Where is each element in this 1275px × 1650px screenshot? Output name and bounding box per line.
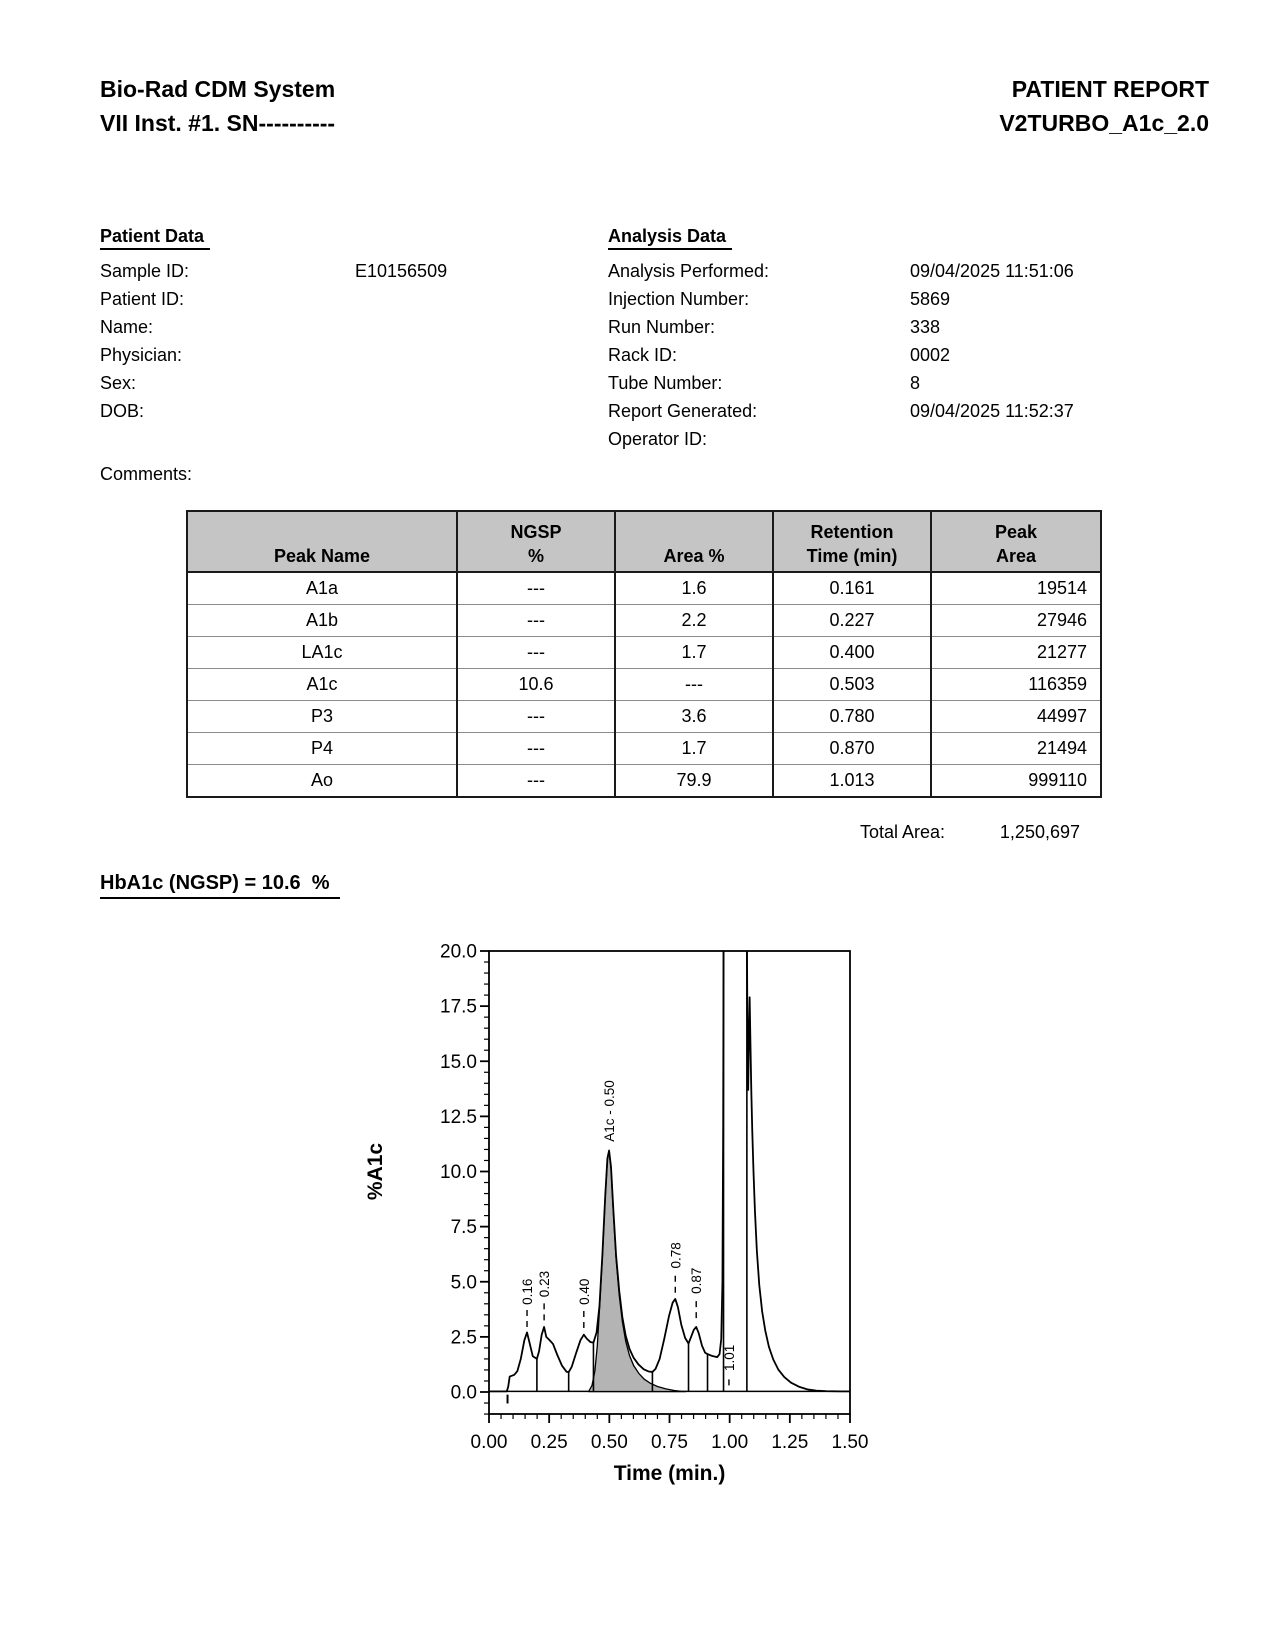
peak-table-cell: 27946 [931,605,1101,637]
y-axis-tick-label: 15.0 [440,1051,477,1073]
peak-table-row [187,572,1101,605]
info-value: 338 [910,317,941,337]
y-axis-tick-label: 10.0 [440,1162,477,1183]
peak-table-cell: --- [457,765,615,798]
info-label: Analysis Performed: [608,261,770,281]
peak-table-cell: 10.6 [457,669,615,701]
peak-retention-label: 0.78 [668,1242,684,1269]
peak-table-row [187,637,1101,669]
peak-table-cell: 3.6 [615,701,773,733]
x-axis-tick-label: 0.50 [590,1432,628,1453]
peak-table-row [187,701,1101,733]
y-axis-tick-label: 20.0 [440,941,477,963]
info-value: 5869 [910,289,951,309]
patient-data-section [100,226,447,425]
report-header-right [999,72,1209,140]
method-version: V2TURBO_A1c_2.0 [999,110,1209,136]
analysis-data-row [608,257,1074,285]
patient-data-row [100,369,447,397]
x-axis-tick-label: 0.00 [470,1432,508,1453]
patient-data-row [100,257,447,285]
info-label: Patient ID: [100,289,185,309]
peak-table-header-cell: Peak Area [931,511,1101,572]
chromatogram-chart [330,870,900,1520]
peak-table-cell: 0.400 [773,637,931,669]
peak-table-header-cell: Peak Name [187,511,457,572]
peak-table-cell: --- [615,669,773,701]
info-value: 09/04/2025 11:51:06 [910,261,1074,281]
peak-table-cell: --- [457,733,615,765]
peak-retention-label: 0.16 [520,1278,536,1305]
peak-table-cell: A1a [187,572,457,605]
x-axis-tick-label: 1.50 [831,1432,869,1453]
peak-table [186,510,1102,798]
y-axis-tick-label: 2.5 [450,1327,477,1349]
analysis-data-row [608,313,1074,341]
patient-data-row [100,285,447,313]
analysis-data-row [608,341,1074,369]
x-axis-title: Time (min.) [613,1462,726,1485]
info-label: Injection Number: [608,289,750,309]
peak-table-cell: 0.227 [773,605,931,637]
info-label: Run Number: [608,317,716,337]
analysis-data-row [608,285,1074,313]
analysis-data-row [608,369,1074,397]
total-area-label: Total Area: [859,822,945,842]
chart-plot-frame [489,951,850,1414]
peak-retention-label: A1c - 0.50 [602,1080,618,1142]
peak-table-cell: --- [457,572,615,605]
total-area-value: 1,250,697 [999,822,1080,842]
analysis-data-row [608,425,1074,453]
peak-table-header-cell: Retention Time (min) [773,511,931,572]
y-axis-tick-label: 12.5 [440,1106,477,1128]
y-axis-tick-label: 0.0 [450,1382,477,1404]
y-axis-tick-label: 7.5 [450,1217,477,1239]
peak-table-cell: 79.9 [615,765,773,798]
peak-retention-label: 0.87 [689,1267,705,1294]
patient-data-row [100,397,447,425]
peak-table-cell: 1.6 [615,572,773,605]
chromatogram-trace [489,907,850,1391]
info-label: Operator ID: [608,429,708,449]
peak-table-cell: A1b [187,605,457,637]
peak-table-cell: 0.870 [773,733,931,765]
y-axis-tick-label: 17.5 [440,996,477,1018]
analysis-data-rows [608,257,1074,453]
info-label: Physician: [100,345,183,365]
peak-table-cell: --- [457,701,615,733]
y-axis-title: %A1c [364,1142,387,1201]
peak-table-header-cell: Area % [615,511,773,572]
hba1c-result-line: HbA1c (NGSP) = 10.6 % [100,872,340,899]
info-label: Sex: [100,373,137,393]
comments-label: Comments: [100,464,193,484]
peak-table-row [187,733,1101,765]
info-value: 09/04/2025 11:52:37 [910,401,1074,421]
x-axis-tick-label: 0.25 [530,1432,568,1453]
info-label: Name: [100,317,154,337]
peak-table-cell: 1.7 [615,637,773,669]
peak-table-cell: 21277 [931,637,1101,669]
a1c-peak-fill [589,1151,686,1392]
patient-data-rows [100,257,447,425]
peak-table-cell: A1c [187,669,457,701]
peak-retention-label: 0.23 [537,1270,553,1298]
peak-table-cell: --- [457,637,615,669]
patient-data-row [100,341,447,369]
info-label: DOB: [100,401,145,421]
peak-table-cell: 0.161 [773,572,931,605]
x-axis-tick-label: 1.00 [711,1432,749,1453]
report-title: PATIENT REPORT [1011,76,1209,102]
peak-table-cell: P3 [187,701,457,733]
peak-table-row [187,765,1101,798]
peak-table-cell: 1.7 [615,733,773,765]
analysis-data-row [608,397,1074,425]
instrument-serial-line: VII Inst. #1. SN---------- [100,110,336,136]
peak-table-row [187,605,1101,637]
x-axis-tick-label: 0.75 [651,1432,688,1453]
info-label: Rack ID: [608,345,678,365]
peak-table-cell: 116359 [931,669,1101,701]
peak-table-cell: 2.2 [615,605,773,637]
analysis-data-section [608,226,1074,453]
peak-retention-label: 1.01 [721,1344,737,1372]
report-header-left [100,72,335,140]
peak-table-cell: 999110 [931,765,1101,798]
peak-table-cell: 1.013 [773,765,931,798]
peak-table-cell: 21494 [931,733,1101,765]
info-value: E10156509 [355,261,448,281]
analysis-data-heading: Analysis Data [608,226,732,250]
info-label: Sample ID: [100,261,190,281]
y-axis-tick-label: 5.0 [450,1272,477,1294]
peak-table-cell: 0.503 [773,669,931,701]
x-axis-tick-label: 1.25 [771,1432,809,1453]
patient-data-heading: Patient Data [100,226,210,250]
peak-retention-label: 0.40 [576,1278,592,1305]
peak-table-cell: P4 [187,733,457,765]
peak-table-cell: 0.780 [773,701,931,733]
peak-table-cell: --- [457,605,615,637]
system-title: Bio-Rad CDM System [100,76,336,102]
info-value: 0002 [910,345,951,365]
info-value: 8 [910,373,921,393]
peak-table-cell: 19514 [931,572,1101,605]
patient-data-row [100,313,447,341]
peak-table-cell: LA1c [187,637,457,669]
info-label: Tube Number: [608,373,723,393]
peak-table-cell: Ao [187,765,457,798]
peak-table-row [187,669,1101,701]
peak-table-header-cell: NGSP % [457,511,615,572]
info-label: Report Generated: [608,401,758,421]
peak-table-cell: 44997 [931,701,1101,733]
